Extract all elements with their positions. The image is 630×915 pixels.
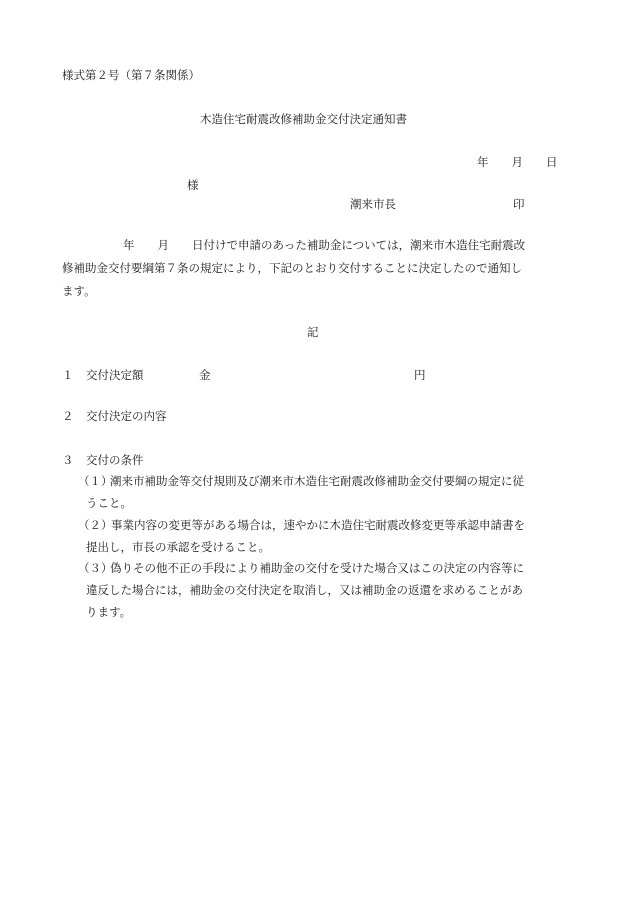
document-title: 木造住宅耐震改修補助金交付決定通知書 <box>200 112 407 126</box>
issuer-name: 潮来市長 <box>350 197 396 211</box>
item-label: 交付の条件 <box>86 453 144 467</box>
condition-text: 違反した場合には，補助金の交付決定を取消し，又は補助金の返還を求めることがあ <box>86 583 523 597</box>
form-number: 様式第２号（第７条関係） <box>62 68 200 82</box>
ki-heading: 記 <box>307 325 319 339</box>
seal-mark: 印 <box>513 197 525 211</box>
body-line: 年 月 日付けで申請のあった補助金については，潮来市木造住宅耐震改 <box>123 238 526 252</box>
item-number: ３ <box>62 453 74 467</box>
condition-text: 偽りその他不正の手段により補助金の交付を受けた場合又はこの決定の内容等に <box>110 561 524 575</box>
condition-number: （２） <box>78 518 113 532</box>
body-line: 修補助金交付要綱第７条の規定により，下記のとおり交付することに決定したので通知し <box>62 261 522 275</box>
condition-number: （３） <box>78 561 113 575</box>
condition-text: ります。 <box>86 605 132 619</box>
addressee-suffix: 様 <box>187 178 199 192</box>
amount-kin: 金 <box>199 368 211 382</box>
amount-en: 円 <box>414 368 426 382</box>
item-label: 交付決定額 <box>86 368 144 382</box>
date-line: 年 月 日 <box>477 155 558 169</box>
condition-text: うこと。 <box>86 496 132 510</box>
body-line: ます。 <box>62 284 96 298</box>
item-number: ２ <box>62 409 74 423</box>
condition-number: （１） <box>78 474 113 488</box>
condition-text: 潮来市補助金等交付規則及び潮来市木造住宅耐震改修補助金交付要綱の規定に従 <box>110 474 524 488</box>
condition-text: 提出し，市長の承認を受けること。 <box>86 540 270 554</box>
condition-text: 事業内容の変更等がある場合は，速やかに木造住宅耐震改修変更等承認申請書を <box>111 518 525 532</box>
item-label: 交付決定の内容 <box>86 409 167 423</box>
item-number: １ <box>62 368 74 382</box>
